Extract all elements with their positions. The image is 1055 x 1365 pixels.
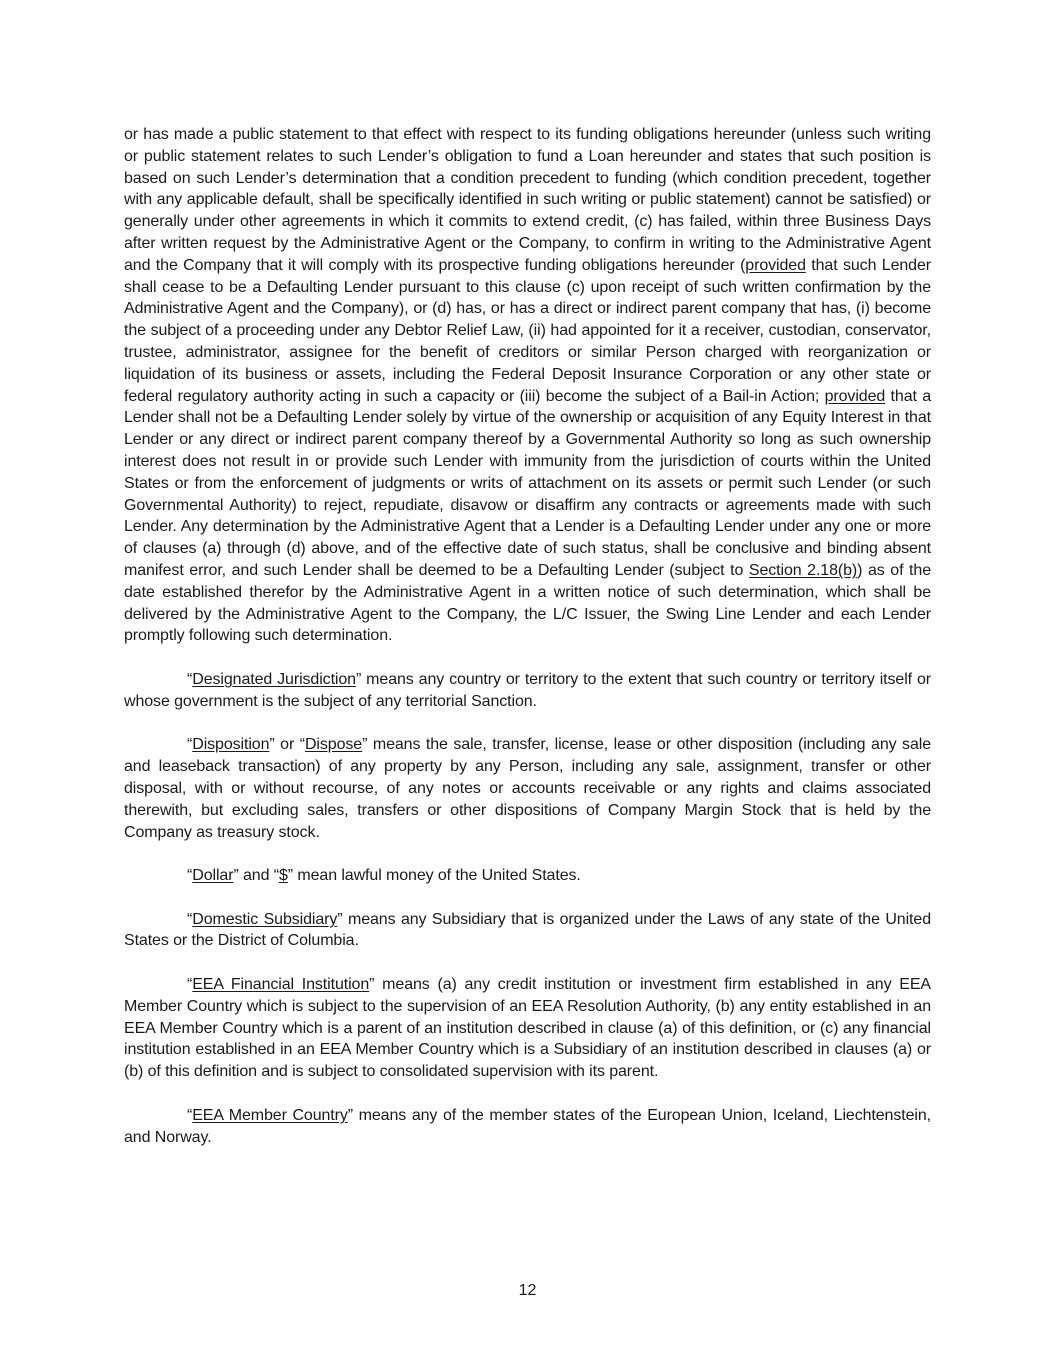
definition-designated-jurisdiction: [124, 669, 931, 713]
text-run: or has made a public statement to that effect with respect to its funding obligations hereunder (unless such writing or public statement relates to such Lender’s obligation to fund a Loan hereunder and states that such position is based on such Lender’s determination that a condition precedent to funding (which condition precedent, together with any applicable default, shall be specifically identified in such writing or public statement) cannot be satisfied) or generally under other agreements in which it commits to extend credit, (c) has failed, within three Business Days after written request by the Administrative Agent or the Company, to confirm in writing to the Administrative Agent and the Company that it will comply with its prospective funding obligations hereunder (: [124, 126, 931, 274]
section-reference-link[interactable]: Section 2.18(b): [748, 561, 858, 579]
defined-term: EEA Financial Institution: [192, 976, 370, 994]
definition-dollar: [124, 865, 931, 887]
definition-text: ” means any Subsidiary that is organized under the Laws of any state of the United States or the District of Columbia.: [124, 910, 931, 950]
definition-text: ” mean lawful money of the United States.: [287, 867, 581, 885]
defined-term: Designated Jurisdiction: [192, 670, 356, 688]
quote-mark: “: [187, 910, 193, 928]
page-number: 12: [518, 1282, 537, 1299]
definition-text: ” means the sale, transfer, license, lease or other disposition (including any sale and leaseback transaction) of any property by any Person, including any sale, assignment, transfer or other disposal, with or without recourse, of any notes or accounts receivable or any rights and claims associated therewith, but excluding sales, transfers or other dispositions of Company Margin Stock that is held by the Company as treasury stock.: [124, 736, 931, 841]
quote-mark: “: [187, 867, 193, 885]
text-run: ” and “: [233, 867, 279, 885]
definition-disposition: [124, 734, 931, 843]
defined-term: EEA Member Country: [192, 1106, 348, 1124]
document-body: [124, 124, 931, 1170]
defined-term: Disposition: [192, 736, 270, 754]
definition-eea-financial-institution: [124, 974, 931, 1083]
definition-text: ” means any country or territory to the extent that such country or territory itself or whose government is the subject of any territorial Sanction.: [124, 670, 931, 710]
text-run: ) as of the date established therefor by the Administrative Agent in a written notice of such determination, which shall be delivered by the Administrative Agent to the Company, the L/C Issuer, the Swing Line Lender and each Lender promptly following such determination.: [124, 561, 931, 645]
underlined-term-provided: provided: [824, 387, 886, 405]
quote-mark: “: [187, 670, 193, 688]
defined-term: $: [278, 867, 288, 885]
quote-mark: “: [187, 976, 193, 994]
paragraph-defaulting-lender-continued: [124, 124, 931, 647]
definition-eea-member-country: [124, 1105, 931, 1149]
defined-term: Dollar: [192, 867, 234, 885]
text-run: ” or “: [269, 736, 305, 754]
defined-term: Domestic Subsidiary: [192, 910, 338, 928]
definition-text: ” means (a) any credit institution or investment firm established in any EEA Member Country which is subject to the supervision of an EEA Resolution Authority, (b) any entity established in an EEA Member Country which is a parent of an institution described in clause (a) of this definition, or (c) any financial institution established in an EEA Member Country which is a Subsidiary of an institution described in clauses (a) or (b) of this definition and is subject to consolidated supervision with its parent.: [124, 976, 931, 1081]
underlined-term-provided: provided: [745, 256, 806, 274]
definition-domestic-subsidiary: [124, 909, 931, 953]
defined-term: Dispose: [304, 736, 363, 754]
text-run: that such Lender shall cease to be a Defaulting Lender pursuant to this clause (c) upon receipt of such written confirmation by the Administrative Agent and the Company), or (d) has, or has a direct or indirect parent company that has, (i) become the subject of a proceeding under any Debtor Relief Law, (ii) had appointed for it a receiver, custodian, conservator, trustee, administrator, assignee for the benefit of creditors or similar Person charged with reorganization or liquidation of its business or assets, including the Federal Deposit Insurance Corporation or any other state or federal regulatory authority acting in such a capacity or (iii) become the subject of a Bail-in Action;: [124, 256, 931, 405]
text-run: that a Lender shall not be a Defaulting Lender solely by virtue of the ownership or acquisition of any Equity Interest in that Lender or any direct or indirect parent company thereof by a Governmental Authority so long as such ownership interest does not result in or provide such Lender with immunity from the jurisdiction of courts within the United States or from the enforcement of judgments or writs of attachment on its assets or permit such Lender (or such Governmental Authority) to reject, repudiate, disavow or disaffirm any contracts or agreements made with such Lender. Any determination by the Administrative Agent that a Lender is a Defaulting Lender under any one or more of clauses (a) through (d) above, and of the effective date of such status, shall be conclusive and binding absent manifest error, and such Lender shall be deemed to be a Defaulting Lender (subject to: [124, 387, 932, 579]
quote-mark: “: [187, 1106, 193, 1124]
quote-mark: “: [187, 736, 193, 754]
definition-text: ” means any of the member states of the European Union, Iceland, Liechtenstein, and Norway.: [124, 1106, 931, 1146]
